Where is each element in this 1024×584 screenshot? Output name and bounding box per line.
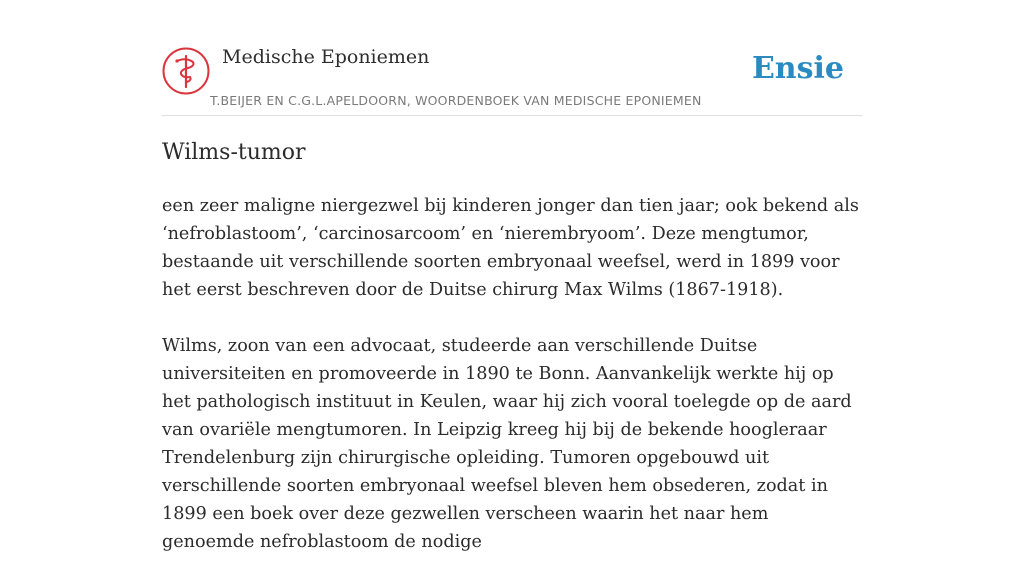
- entry-paragraph: een zeer maligne niergezwel bij kinderen jonger dan tien jaar; ook bekend als ‘nefroblastoom’, ‘carcinosarcoom’ en ‘nierembryoom’. Deze mengtumor, bestaande uit verschillende soorten embryonaal weefsel, werd in 1899 voor het eerst beschreven door de Duitse chirurg Max Wilms (1867-1918).: [162, 196, 859, 300]
- caduceus-icon: [162, 47, 210, 95]
- entry-title: Wilms-tumor: [162, 140, 306, 165]
- source-logo-link[interactable]: [162, 47, 210, 95]
- header-divider: [162, 115, 862, 116]
- ensie-brand-logo[interactable]: Ensie: [751, 51, 844, 86]
- entry-paragraph: Wilms, zoon van een advocaat, studeerde aan verschillende Duitse universiteiten en promoveerde in 1890 te Bonn. Aanvankelijk werkte hij op het pathologisch instituut in Keulen, waar hij zich vooral toelegde op de aard van ovariële mengtumoren. In Leipzig kreeg hij bij de bekende hoogleraar Trendelenburg zijn chirurgische opleiding. Tumoren opgebouwd uit verschillende soorten embryonaal weefsel bleven hem obsederen, zodat in 1899 een boek over deze gezwellen verscheen waarin het naar hem genoemde nefroblastoom de nodige: [162, 336, 852, 552]
- source-title-link[interactable]: Medische Eponiemen: [222, 46, 430, 68]
- document-page: [162, 0, 862, 552]
- entry-body: [162, 192, 862, 584]
- source-authors: T.BEIJER EN C.G.L.APELDOORN, WOORDENBOEK VAN MEDISCHE EPONIEMEN: [210, 93, 702, 108]
